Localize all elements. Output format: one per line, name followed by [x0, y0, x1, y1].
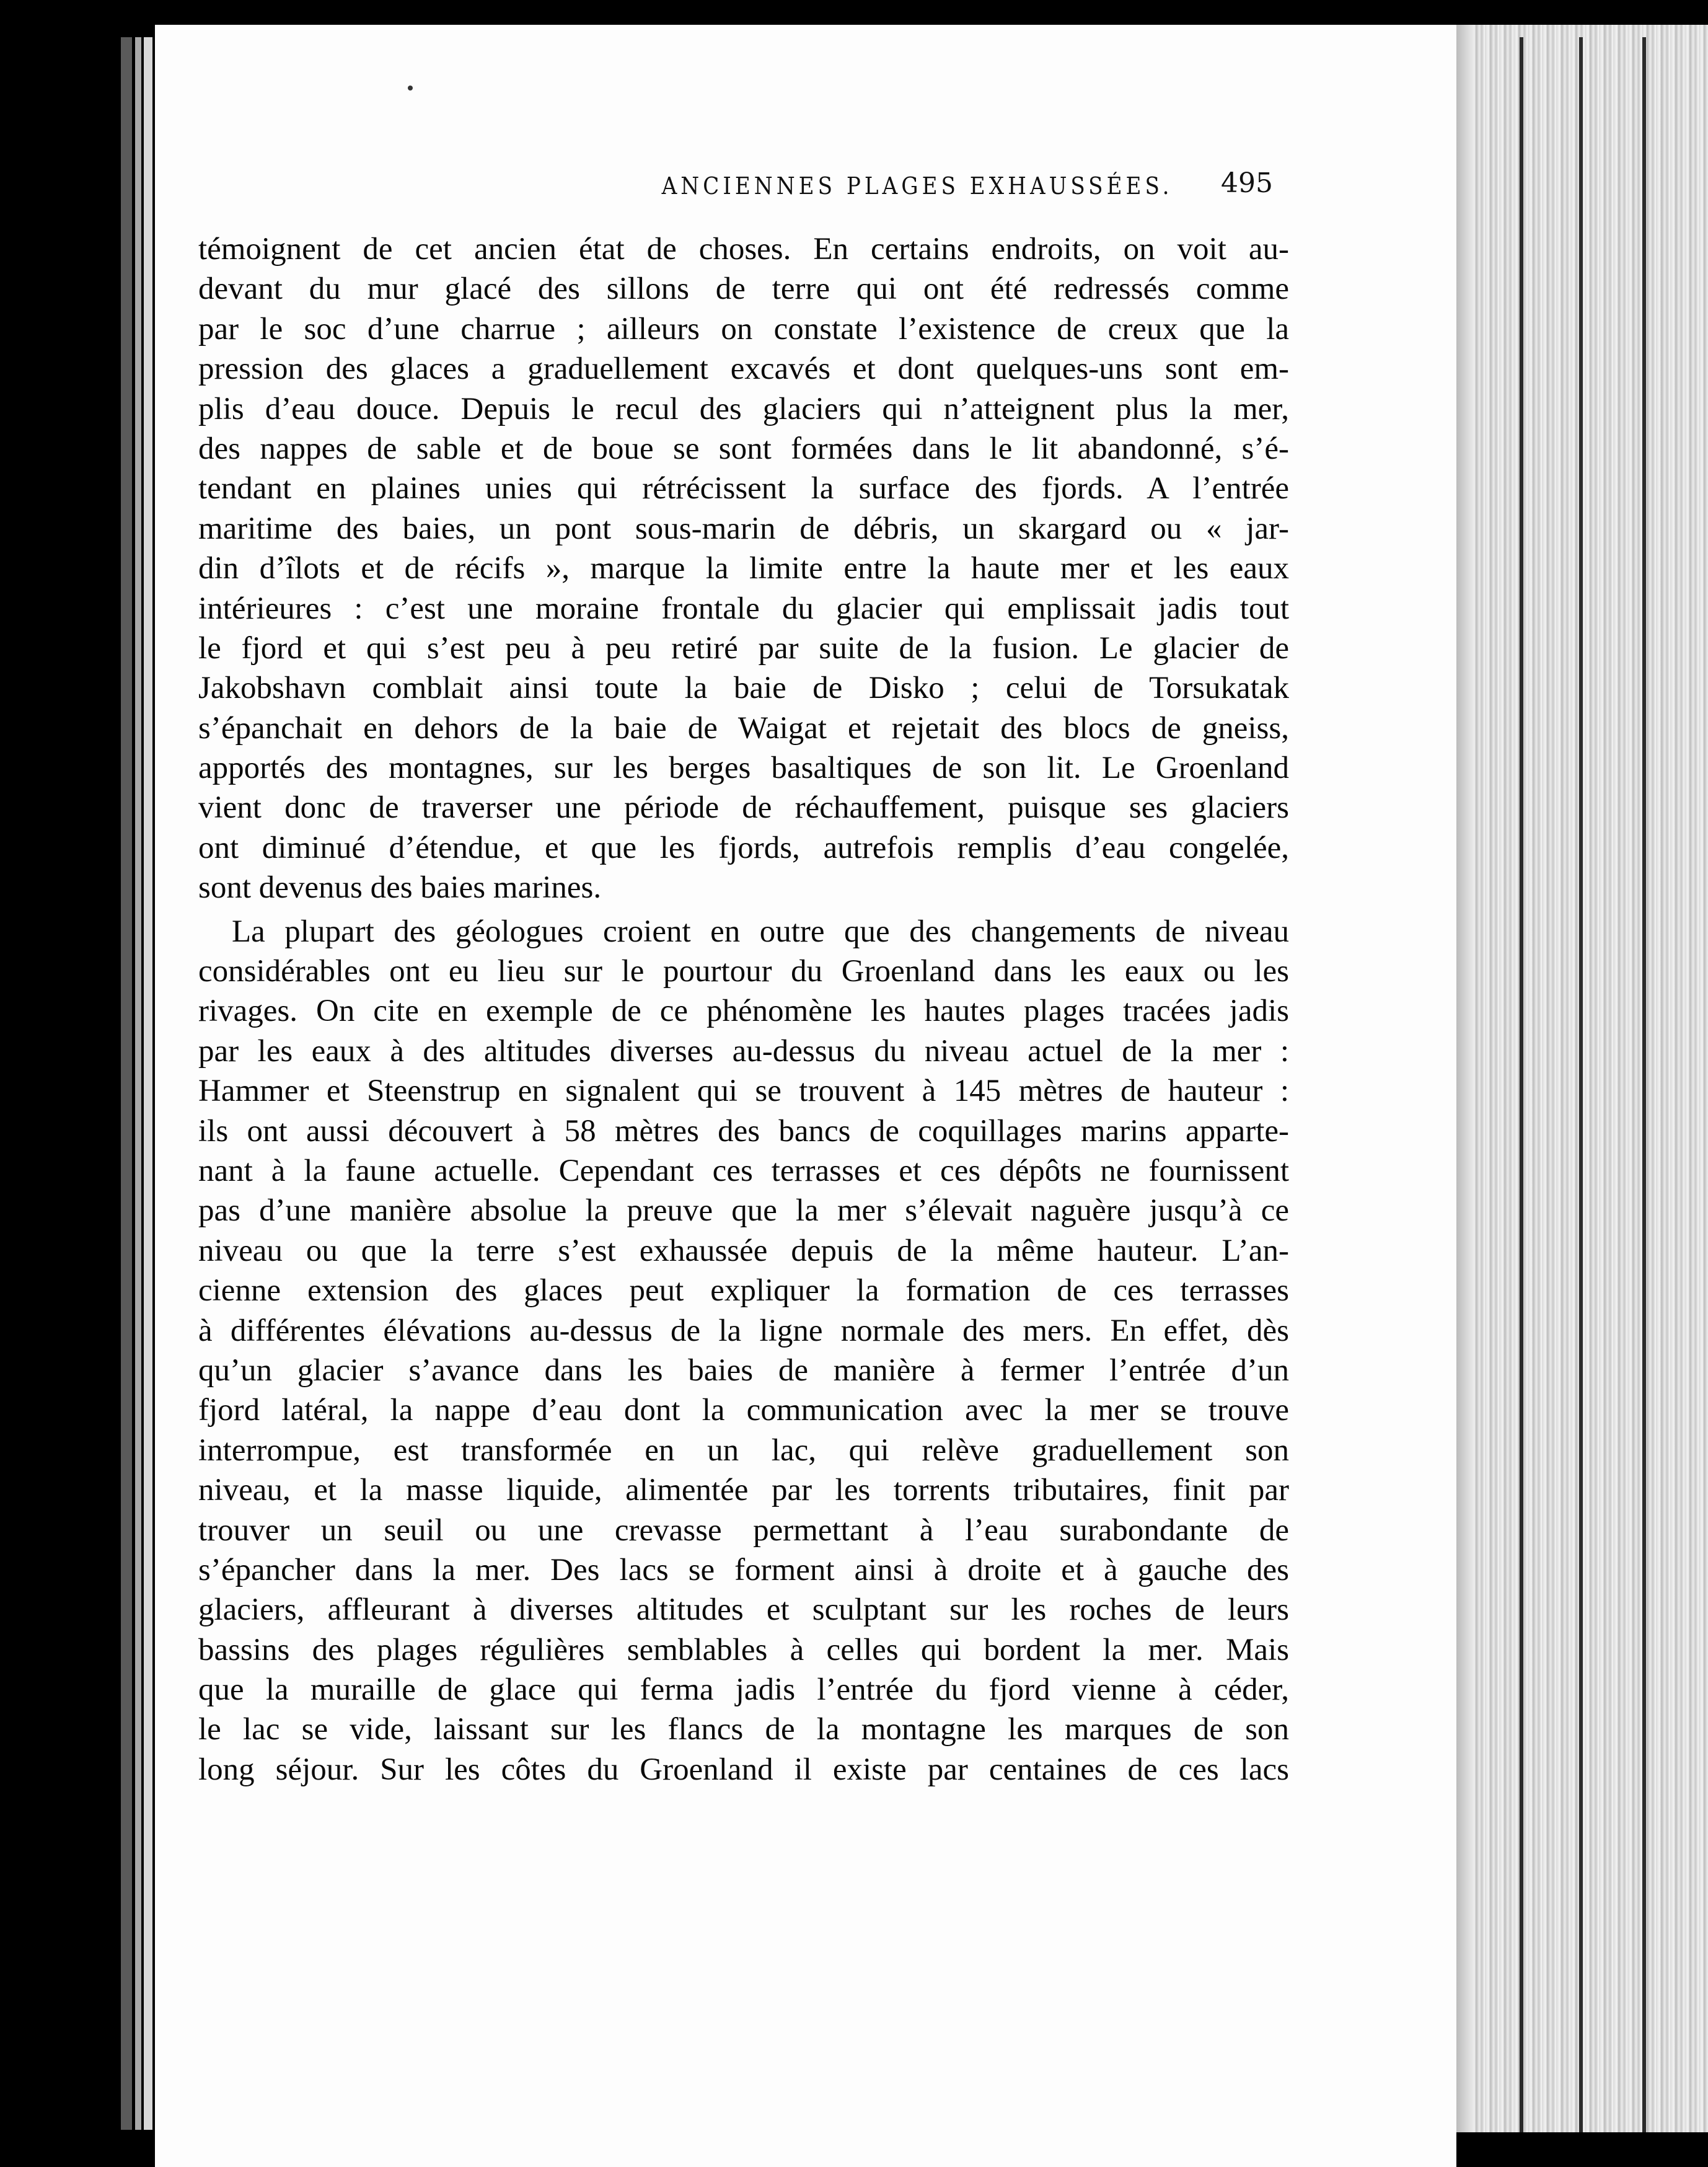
text-line: Hammer et Steenstrup en signalent qui se trouvent à 145 mètres de hauteur :	[198, 1074, 1289, 1109]
text-line: par le soc d’une charrue ; ailleurs on constate l’existence de creux que la	[198, 311, 1289, 346]
text-line: rivages. On cite en exemple de ce phénomène les hautes plages tracées jadis	[198, 994, 1289, 1029]
page-edge-line	[1520, 37, 1523, 2132]
text-line: tendant en plaines unies qui rétrécissent la surface des fjords. A l’entrée	[198, 471, 1289, 506]
book-page	[155, 25, 1456, 2167]
text-line: glaciers, affleurant à diverses altitudes et sculptant sur les roches de leurs	[198, 1592, 1289, 1628]
text-line: par les eaux à des altitudes diverses au-dessus du niveau actuel de la mer :	[198, 1033, 1289, 1069]
text-line: plis d’eau douce. Depuis le recul des glaciers qui n’atteignent plus la mer,	[198, 391, 1289, 426]
paragraph	[198, 912, 1289, 1790]
gutter-edge-strip	[121, 37, 132, 2130]
running-head: ANCIENNES PLAGES EXHAUSSÉES.	[661, 172, 1173, 200]
page-number: 495	[1221, 167, 1273, 199]
gutter-edge-strip	[144, 37, 152, 2130]
text-line: à différentes élévations au-dessus de la ligne normale des mers. En effet, dès	[198, 1313, 1289, 1348]
text-line: considérables ont eu lieu sur le pourtour du Groenland dans les eaux ou les	[198, 954, 1289, 989]
text-line: vient donc de traverser une période de réchauffement, puisque ses glaciers	[198, 790, 1289, 826]
text-line: intérieures : c’est une moraine frontale du glacier qui emplissait jadis tout	[198, 591, 1289, 626]
scan-border-bottom-right	[1456, 2132, 1708, 2167]
ink-speck	[408, 86, 413, 90]
text-line: s’épancher dans la mer. Des lacs se forment ainsi à droite et à gauche des	[198, 1552, 1289, 1587]
left-gutter	[0, 0, 155, 2167]
text-line: des nappes de sable et de boue se sont formées dans le lit abandonné, s’é-	[198, 431, 1289, 466]
text-line: pas d’une manière absolue la preuve que la mer s’élevait naguère jusqu’à ce	[198, 1193, 1289, 1229]
text-line: niveau ou que la terre s’est exhaussée depuis de la même hauteur. L’an-	[198, 1233, 1289, 1268]
text-line: maritime des baies, un pont sous-marin de débris, un skargard ou « jar-	[198, 511, 1289, 546]
text-line: que la muraille de glace qui ferma jadis l’entrée du fjord vienne à céder,	[198, 1672, 1289, 1708]
text-line: La plupart des géologues croient en outre que des changements de niveau	[232, 914, 1289, 949]
page-edge-shadow	[1456, 25, 1475, 2167]
text-line: ont diminué d’étendue, et que les fjords, autrefois remplis d’eau congelée,	[198, 830, 1289, 865]
text-line: témoignent de cet ancien état de choses. En certains endroits, on voit au-	[198, 232, 1289, 267]
text-line: interrompue, est transformée en un lac, qui relève graduellement son	[198, 1432, 1289, 1468]
text-line: cienne extension des glaces peut expliquer la formation de ces terrasses	[198, 1273, 1289, 1309]
text-line: pression des glaces a graduellement excavés et dont quelques-uns sont em-	[198, 351, 1289, 387]
text-line: nant à la faune actuelle. Cependant ces terrasses et ces dépôts ne fournissent	[198, 1153, 1289, 1188]
text-line: trouver un seuil ou une crevasse permettant à l’eau surabondante de	[198, 1512, 1289, 1548]
text-line: Jakobshavn comblait ainsi toute la baie de Disko ; celui de Torsukatak	[198, 671, 1289, 706]
text-line: fjord latéral, la nappe d’eau dont la communication avec la mer se trouve	[198, 1393, 1289, 1428]
scan-border-top	[0, 0, 1708, 25]
text-line: le fjord et qui s’est peu à peu retiré par suite de la fusion. Le glacier de	[198, 630, 1289, 666]
text-line: long séjour. Sur les côtes du Groenland il existe par centaines de ces lacs	[198, 1752, 1289, 1787]
paragraph	[198, 229, 1289, 908]
text-line: ils ont aussi découvert à 58 mètres des bancs de coquillages marins apparte-	[198, 1113, 1289, 1149]
text-line: sont devenus des baies marines.	[198, 870, 602, 906]
text-line: le lac se vide, laissant sur les flancs de la montagne les marques de son	[198, 1712, 1289, 1747]
page-edge-line	[1642, 37, 1646, 2132]
text-line: devant du mur glacé des sillons de terre qui ont été redressés comme	[198, 271, 1289, 307]
text-line: qu’un glacier s’avance dans les baies de manière à fermer l’entrée d’un	[198, 1353, 1289, 1388]
page-edge-line	[1579, 37, 1583, 2132]
gutter-edge-strip	[135, 37, 141, 2130]
text-line: din d’îlots et de récifs », marque la limite entre la haute mer et les eaux	[198, 551, 1289, 586]
text-line: s’épanchait en dehors de la baie de Waigat et rejetait des blocs de gneiss,	[198, 710, 1289, 746]
body-text	[198, 229, 1289, 1790]
text-line: niveau, et la masse liquide, alimentée par les torrents tributaires, finit par	[198, 1473, 1289, 1508]
text-line: bassins des plages régulières semblables à celles qui bordent la mer. Mais	[198, 1632, 1289, 1667]
text-line: apportés des montagnes, sur les berges basaltiques de son lit. Le Groenland	[198, 751, 1289, 786]
